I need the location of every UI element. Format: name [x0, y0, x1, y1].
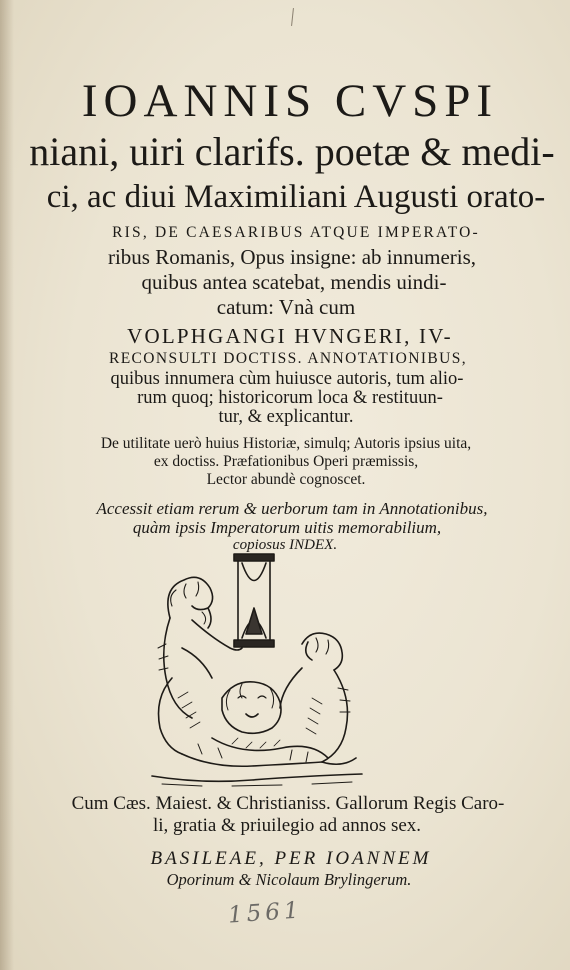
printers-device-lions-hourglass-icon	[142, 548, 370, 788]
index-note-line: Accessit etiam rerum & uerborum tam in Annotationibus,	[96, 499, 488, 518]
handwritten-date: 1561	[227, 897, 304, 929]
title-line: rum quoq; historicorum loca & restituun-	[137, 388, 443, 408]
title-line: niani, uiri clarifs. poetæ & medi-	[29, 129, 555, 174]
title-line: RECONSULTI DOCTISS. ANNOTATIONIBUS,	[108, 350, 468, 367]
title-line: tur, & explicantur.	[218, 407, 354, 427]
imprint-place: BASILEAE, PER IOANNEM	[150, 848, 432, 869]
pencil-mark	[291, 8, 294, 26]
privilege-line: li, gratia & priuilegio ad annos sex.	[152, 815, 422, 836]
imprint-printers: Oporinum & Nicolaum Brylingerum.	[166, 870, 412, 889]
title-line: RIS, DE CAESARIBUS ATQUE IMPERATO-	[112, 224, 480, 241]
title-line: quibus innumera cùm huiusce autoris, tum alio-	[110, 369, 464, 389]
privilege-line: Cum Cæs. Maiest. & Christianiss. Gallorum Regis Caro-	[71, 793, 505, 814]
preface-note-line: ex doctiss. Præfationibus Operi præmissis,	[153, 453, 419, 470]
title-line: ribus Romanis, Opus insigne: ab innumeris,	[107, 245, 477, 269]
index-note-line: copiosus INDEX.	[232, 537, 338, 553]
title-line: ci, ac diui Maximiliani Augusti orato-	[46, 179, 546, 215]
annotator-name: VOLPHGANGI HVNGERI, IV-	[127, 324, 453, 348]
title-line: catum: Vnà cum	[216, 295, 356, 319]
preface-note-line: De utilitate uerò huius Historiæ, simulq; Autoris ipsius uita,	[100, 435, 472, 452]
title-line: quibus antea scatebat, mendis uindi-	[141, 270, 447, 294]
title-author-name: IOANNIS CVSPI	[81, 75, 499, 127]
index-note-line: quàm ipsis Imperatorum uitis memorabilium,	[132, 518, 442, 537]
preface-note-line: Lector abundè cognoscet.	[206, 471, 366, 488]
